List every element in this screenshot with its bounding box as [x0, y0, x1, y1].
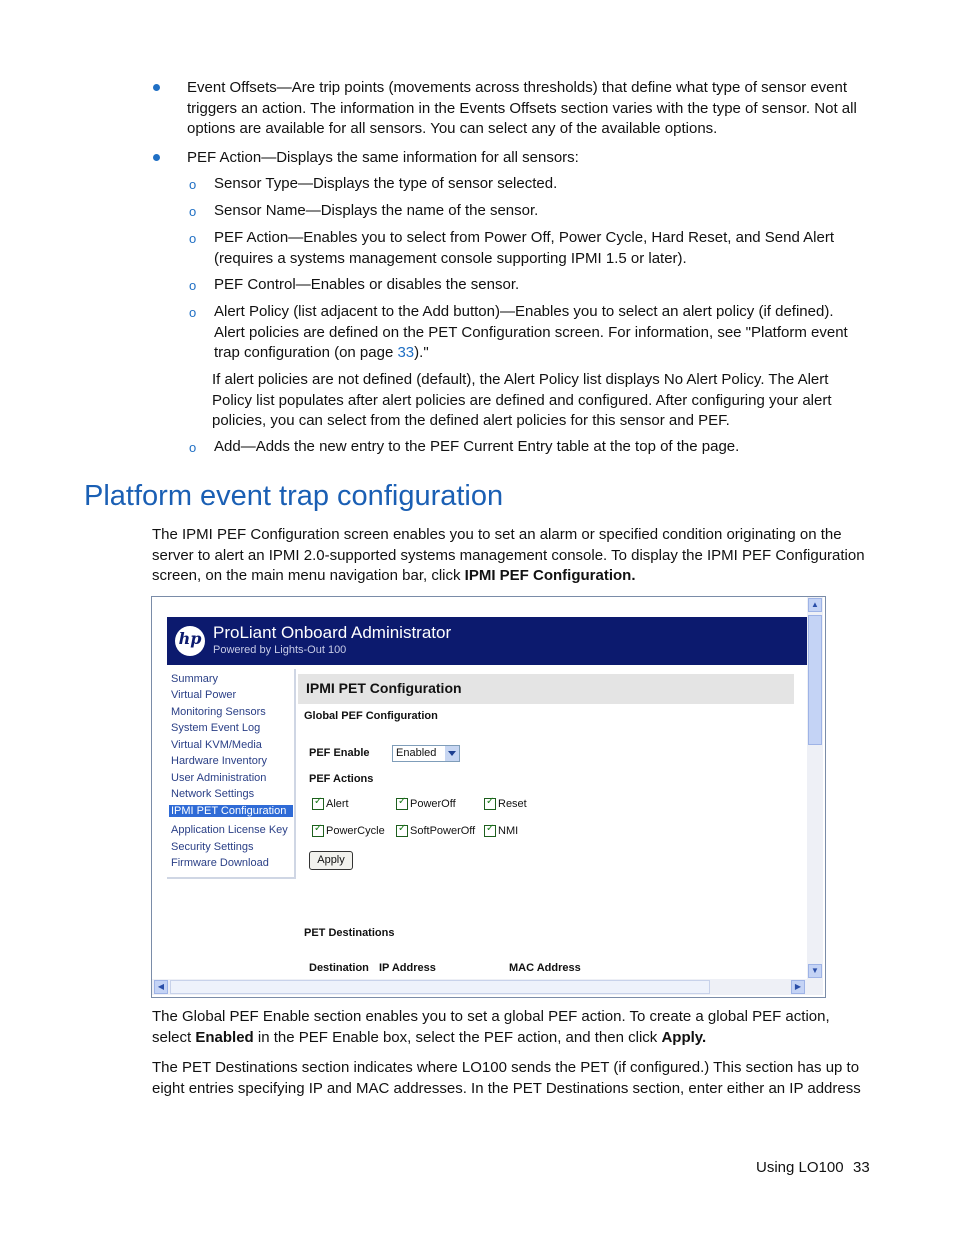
nav-item-virtual-kvm[interactable]: Virtual KVM/Media [171, 739, 262, 751]
global-pef-heading: Global PEF Configuration [304, 710, 438, 722]
brand-subtitle: Powered by Lights-Out 100 [213, 644, 347, 656]
scroll-down-icon[interactable]: ▼ [808, 964, 822, 978]
nav-item-security-settings[interactable]: Security Settings [171, 841, 254, 853]
sub-bullet-marker: o [189, 440, 197, 455]
horizontal-scroll-thumb[interactable] [170, 980, 710, 994]
sub-item-pef-action: PEF Action—Enables you to select from Power Off, Power Cycle, Hard Reset, and Send Alert (requires a systems management console supporting IPMI 1.5 or later). [214, 229, 835, 267]
poweroff-label: PowerOff [410, 798, 456, 810]
nav-item-application-license-key[interactable]: Application License Key [171, 824, 288, 836]
destination-column-header: Destination [309, 962, 369, 974]
sub-bullet-marker: o [189, 278, 197, 293]
nav-item-user-administration[interactable]: User Administration [171, 772, 267, 784]
sub-item-alert-policy: Alert Policy (list adjacent to the Add button)—Enables you to select an alert policy (if defined). Alert policies are defined on the PET Configuration screen. For information, see "Platform event trap configuration (on page 33)." [214, 303, 848, 361]
footer-section-name: Using LO100 [756, 1159, 844, 1176]
nav-item-system-event-log[interactable]: System Event Log [171, 722, 261, 734]
nmi-label: NMI [498, 825, 519, 837]
nav-item-ipmi-pet-configuration[interactable]: IPMI PET Configuration [169, 805, 293, 817]
powercycle-label: PowerCycle [326, 825, 385, 837]
sub-bullet-marker: o [189, 231, 197, 246]
pef-enable-label: PEF Enable [309, 747, 370, 759]
horizontal-scrollbar[interactable] [152, 979, 823, 995]
app-banner [167, 617, 807, 665]
vertical-scrollbar[interactable] [807, 597, 823, 979]
section-title: Platform event trap configuration [84, 480, 504, 512]
nav-item-summary[interactable]: Summary [171, 673, 219, 685]
pef-actions-label: PEF Actions [309, 773, 374, 785]
nav-item-hardware-inventory[interactable]: Hardware Inventory [171, 755, 267, 767]
reset-label: Reset [498, 798, 527, 810]
reset-checkbox[interactable] [484, 798, 496, 810]
pef-enable-select[interactable]: Enabled [392, 745, 460, 762]
alert-policy-note: If alert policies are not defined (default), the Alert Policy list displays No Alert Policy. The Alert Policy list populates after alert policies are defined and configured. After configuring your alert policies, you can select from the defined alert policies for this sensor and PEF. [212, 371, 832, 429]
softpoweroff-label: SoftPowerOff [410, 825, 476, 837]
poweroff-checkbox[interactable] [396, 798, 408, 810]
nav-item-network-settings[interactable]: Network Settings [171, 788, 255, 800]
global-pef-paragraph: The Global PEF Enable section enables you to set a global PEF action. To create a global PEF action, select Enabled in the PEF Enable box, select the PEF action, and then click Apply. [152, 1008, 830, 1046]
vertical-scroll-thumb[interactable] [808, 615, 822, 745]
scroll-up-icon[interactable]: ▲ [808, 598, 822, 612]
page-title-bar: IPMI PET Configuration [298, 674, 794, 704]
apply-button[interactable]: Apply [309, 851, 353, 870]
softpoweroff-checkbox[interactable] [396, 825, 408, 837]
chevron-down-icon[interactable] [445, 746, 459, 761]
nav-item-firmware-download[interactable]: Firmware Download [171, 857, 269, 869]
bullet-icon [153, 84, 160, 91]
alert-label: Alert [326, 798, 349, 810]
alert-checkbox[interactable] [312, 798, 324, 810]
sub-item-sensor-name: Sensor Name—Displays the name of the sensor. [214, 202, 539, 219]
ipmi-pet-screenshot [151, 596, 826, 998]
page-link[interactable]: 33 [397, 344, 415, 361]
sub-item-add: Add—Adds the new entry to the PEF Current Entry table at the top of the page. [214, 438, 740, 455]
nav-item-virtual-power[interactable]: Virtual Power [171, 689, 237, 701]
bullet-pef-action: PEF Action—Displays the same information for all sensors: [187, 149, 579, 166]
mac-address-column-header: MAC Address [509, 962, 581, 974]
pet-destinations-paragraph: The PET Destinations section indicates where LO100 sends the PET (if configured.) This section has up to eight entries specifying IP and MAC addresses. In the PET Destinations section, enter either an IP address [152, 1059, 861, 1097]
powercycle-checkbox[interactable] [312, 825, 324, 837]
nav-item-monitoring-sensors[interactable]: Monitoring Sensors [171, 706, 266, 718]
nav-menu [167, 669, 296, 879]
pet-destinations-heading: PET Destinations [304, 927, 395, 939]
nmi-checkbox[interactable] [484, 825, 496, 837]
bullet-icon [153, 154, 160, 161]
scroll-left-icon[interactable]: ◀ [154, 980, 168, 994]
sub-bullet-marker: o [189, 204, 197, 219]
sub-item-pef-control: PEF Control—Enables or disables the sensor. [214, 276, 520, 293]
intro-paragraph: The IPMI PEF Configuration screen enables you to set an alarm or specified condition originating on the server to alert an IPMI 2.0-supported systems management console. To display the IPMI PEF Configuration screen, on the main menu navigation bar, click IPMI PEF Configuration. [152, 526, 865, 584]
hp-logo-icon: hp [175, 626, 205, 656]
ip-address-column-header: IP Address [379, 962, 436, 974]
sub-bullet-marker: o [189, 177, 197, 192]
sub-bullet-marker: o [189, 305, 197, 320]
bullet-event-offsets: Event Offsets—Are trip points (movements across thresholds) that define what type of sensor event triggers an action. The information in the Events Offsets section varies with the type of sensor. Not all options are available for all sensors. You can select any of the available options. [187, 79, 857, 137]
sub-item-sensor-type: Sensor Type—Displays the type of sensor selected. [214, 175, 558, 192]
brand-title: ProLiant Onboard Administrator [213, 623, 452, 642]
scroll-right-icon[interactable]: ▶ [791, 980, 805, 994]
footer-page-number: 33 [853, 1159, 870, 1176]
